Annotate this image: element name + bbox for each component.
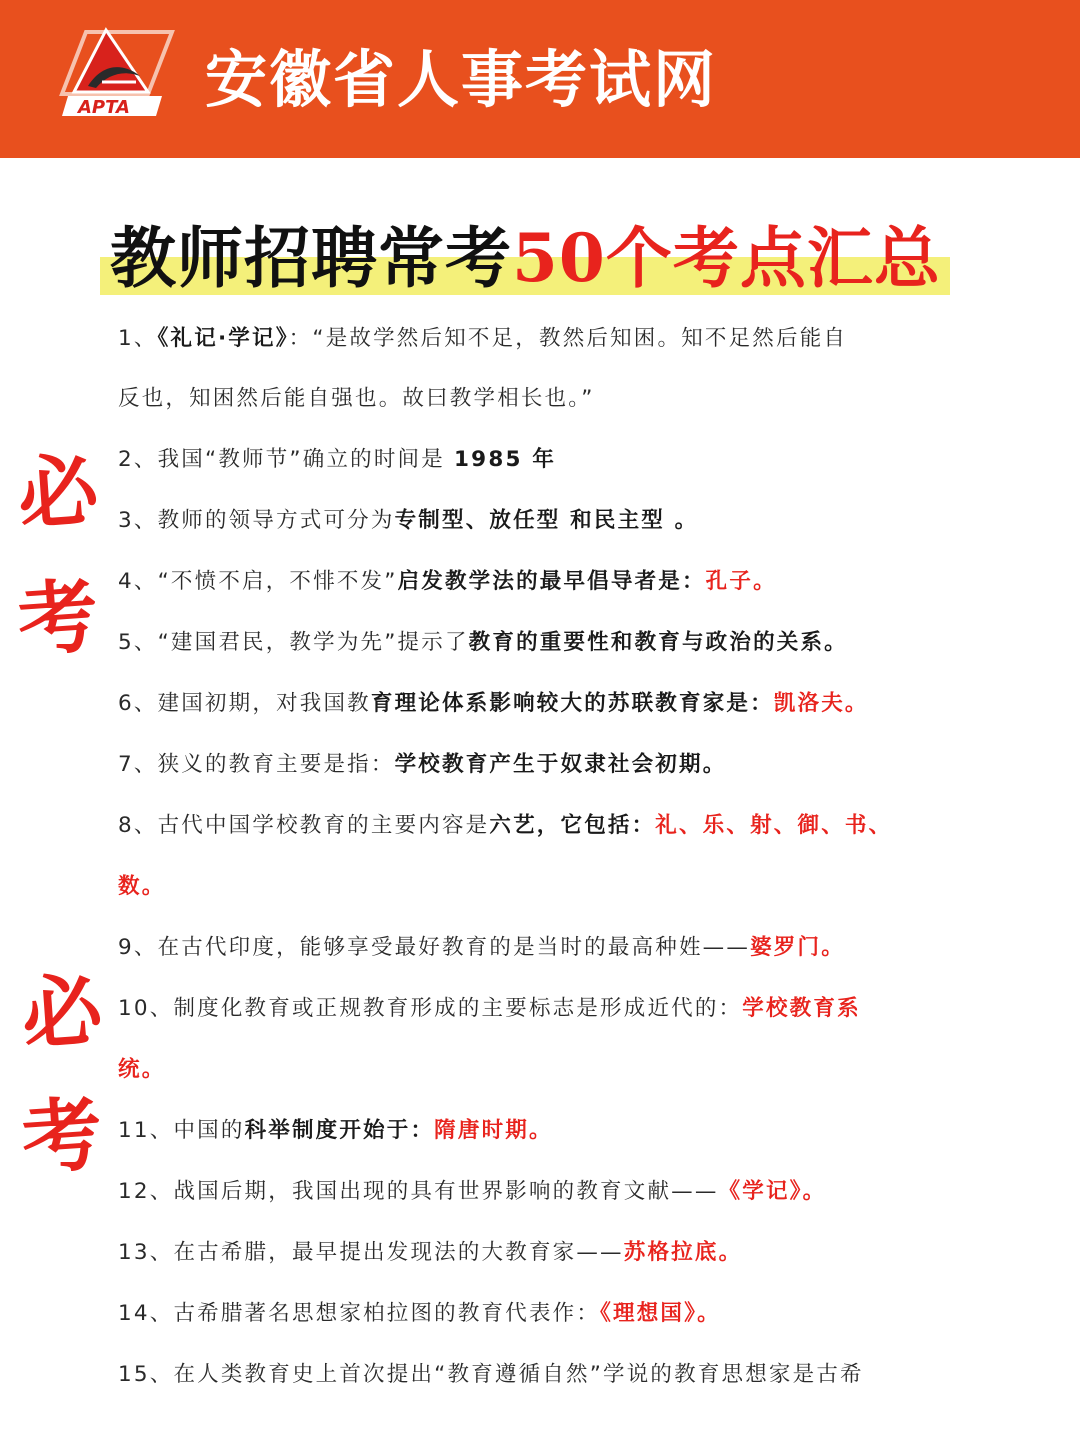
list-item-1	[118, 319, 847, 359]
item-8-emphasis: 六艺，它包括：	[489, 813, 656, 838]
item-2-text: 2、我国“教师节”确立的时间是	[118, 447, 454, 472]
item-10-answer: 学校教育系	[742, 996, 861, 1021]
item-7-text: 7、狭义的教育主要是指：	[118, 752, 395, 777]
title-text	[110, 215, 941, 301]
item-3-answer: 专制型、放任型 和民主型 。	[394, 508, 699, 533]
site-name: 安徽省人事考试网	[205, 43, 718, 116]
item-2-answer: 1985 年	[454, 447, 557, 472]
item-8-text: 8、古代中国学校教育的主要内容是	[118, 813, 490, 838]
list-item-8	[118, 806, 892, 846]
item-7-answer: 学校教育产生于奴隶社会初期。	[394, 752, 727, 777]
stamp-bottom-char1: 必	[18, 963, 106, 1062]
list-item-13	[118, 1233, 742, 1273]
item-1-text-cont: 反也，知困然后能自强也。故曰教学相长也。”	[118, 386, 595, 411]
stamp-top-char1: 必	[14, 443, 102, 542]
list-item-15	[118, 1355, 864, 1395]
list-item-14	[118, 1294, 721, 1334]
list-item-2	[118, 440, 556, 480]
item-4-emphasis: 启发教学法的最早倡导者是：	[397, 569, 706, 594]
item-6-text: 6、建国初期，对我国教	[118, 691, 371, 716]
item-15-text: 15、在人类教育史上首次提出“教育遵循自然”学说的教育思想家是古希	[118, 1362, 864, 1387]
item-11-answer: 隋唐时期。	[434, 1118, 553, 1143]
item-11-emphasis: 科举制度开始于：	[244, 1118, 435, 1143]
item-14-answer: 《理想国》。	[600, 1301, 721, 1326]
item-1-text: ：“是故学然后知不足，教然后知困。知不足然后能自	[288, 326, 848, 351]
list-item-10-cont	[118, 1050, 165, 1090]
list-item-8-cont	[118, 867, 165, 907]
item-14-text: 14、古希腊著名思想家柏拉图的教育代表作：	[118, 1301, 601, 1326]
item-4-answer: 孔子。	[705, 569, 777, 594]
stamp-top-char2: 考	[14, 569, 102, 668]
list-item-11	[118, 1111, 553, 1151]
list-item-5	[118, 623, 848, 663]
item-1-source: 《礼记·学记》	[157, 326, 289, 351]
item-9-answer: 婆罗门。	[750, 935, 845, 960]
item-12-text: 12、战国后期，我国出现的具有世界影响的教育文献——	[118, 1179, 719, 1204]
item-10-answer-cont: 统。	[118, 1057, 166, 1082]
logo-text: APTA	[78, 97, 130, 118]
item-6-emphasis: 育理论体系影响较大的苏联教育家是：	[370, 691, 774, 716]
item-11-text: 11、中国的	[118, 1118, 245, 1143]
list-item-9	[118, 928, 845, 968]
item-8-answer: 礼、乐、射、御、书、	[655, 813, 893, 838]
item-9-text: 9、在古代印度，能够享受最好教育的是当时的最高种姓——	[118, 935, 751, 960]
stamp-bottom-char2: 考	[18, 1087, 106, 1186]
list-item-1-cont	[118, 379, 595, 419]
item-5-answer: 教育的重要性和教育与政治的关系。	[468, 630, 848, 655]
title-part-red: 50个考点汇总	[512, 219, 941, 297]
item-6-answer: 凯洛夫。	[773, 691, 869, 716]
item-12-answer: 《学记》。	[718, 1179, 827, 1204]
item-3-text: 3、教师的领导方式可分为	[118, 508, 395, 533]
list-item-7	[118, 745, 726, 785]
list-item-4	[118, 562, 777, 602]
item-5-text: 5、“建国君民，教学为先”提示了	[118, 630, 469, 655]
item-13-answer: 苏格拉底。	[623, 1240, 743, 1265]
item-4-text: 4、“不愤不启，不悱不发”	[118, 569, 398, 594]
page-title	[100, 215, 950, 305]
item-8-answer-cont: 数。	[118, 874, 166, 899]
list-item-3	[118, 501, 698, 541]
apta-logo-icon	[44, 24, 184, 124]
item-13-text: 13、在古希腊，最早提出发现法的大教育家——	[118, 1240, 624, 1265]
list-item-6	[118, 684, 869, 724]
list-item-12	[118, 1172, 826, 1212]
list-item-10	[118, 989, 861, 1029]
item-1-number: 1、	[118, 326, 158, 351]
title-part-black: 教师招聘常考	[110, 219, 512, 297]
item-10-text: 10、制度化教育或正规教育形成的主要标志是形成近代的：	[118, 996, 743, 1021]
header-banner	[0, 0, 1080, 158]
